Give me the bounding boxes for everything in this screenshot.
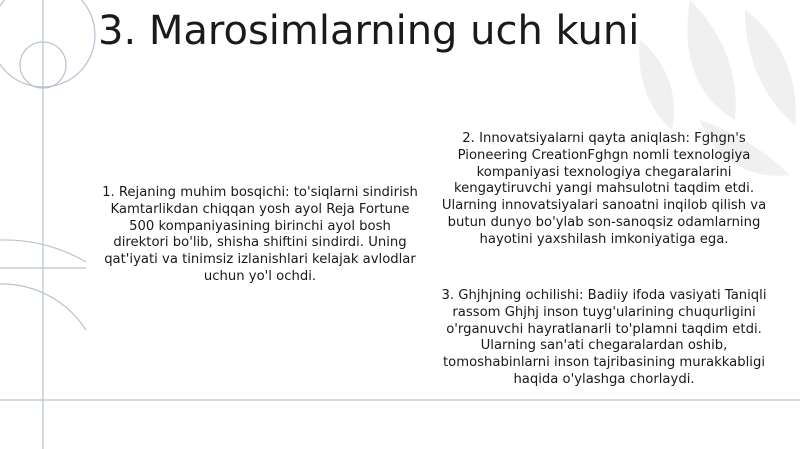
slide-title: 3. Marosimlarning uch kuni xyxy=(98,8,640,54)
paragraph-1: 1. Rejaning muhim bosqichi: to'siqlarni sindirish Kamtarlikdan chiqqan yosh ayol Reja Fortune 500 kompaniyasining birinchi ayol bosh direktori bo'lib, shisha shiftini sindirdi. Uning qat'iyati va tinimsiz izlanishlari kelajak avlodlar uchun yo'l ochdi. xyxy=(102,185,418,284)
paragraph-3: 3. Ghjhjning ochilishi: Badiiy ifoda vasiyati Taniqli rassom Ghjhj inson tuyg'ularining chuqurligini o'rganuvchi hayratlanarli to'plamni taqdim etdi. Ularning san'ati chegaralardan oshib, tomoshabinlarni inson tajribasining murakkabligi haqida o'ylashga chorlaydi. xyxy=(441,288,767,387)
paragraph-2: 2. Innovatsiyalarni qayta aniqlash: Fghgn's Pioneering CreationFghgn nomli texnologiya kompaniyasi texnologiya chegaralarini kengaytiruvchi yangi mahsulotni taqdim etdi. Ularning innovatsiyalari sanoatni inqilob qilish va butun dunyo bo'ylab son-sanoqsiz odamlarning hayotini yaxshilash imkoniyatiga ega. xyxy=(441,131,767,247)
